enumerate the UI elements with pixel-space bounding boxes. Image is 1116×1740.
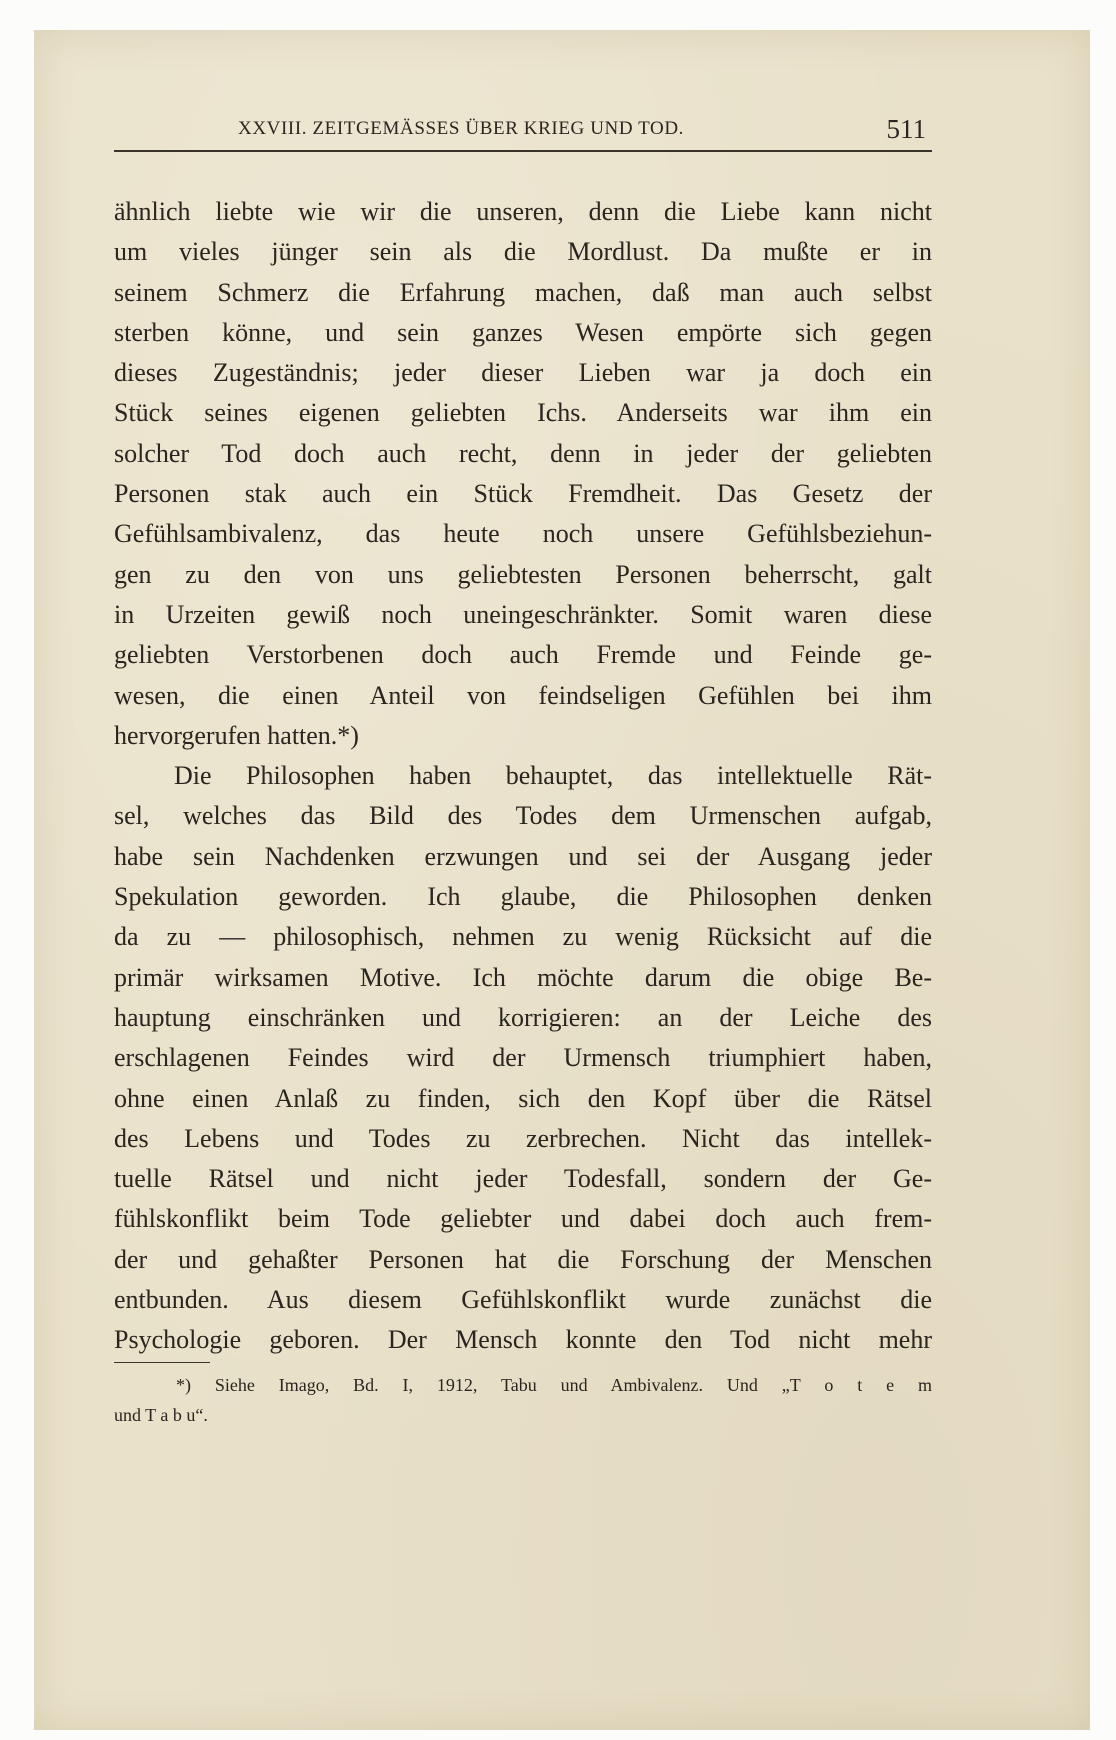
text-line: tuelle Rätsel und nicht jeder Todesfall, sondern der Ge- — [114, 1164, 932, 1194]
text-line: gen zu den von uns geliebtesten Personen beherrscht, galt — [114, 559, 932, 589]
text-line: erschlagenen Feindes wird der Urmensch triumphiert haben, — [114, 1043, 932, 1073]
header-rule — [114, 150, 932, 152]
text-line: sel, welches das Bild des Todes dem Urmenschen aufgab, — [114, 801, 932, 831]
text-line: geliebten Verstorbenen doch auch Fremde und Feinde ge- — [114, 640, 932, 670]
running-head — [114, 112, 932, 146]
text-line: dieses Zugeständnis; jeder dieser Lieben war ja doch ein — [114, 358, 932, 388]
paragraph-start-line: Die Philosophen haben behauptet, das intellektuelle Rät- — [174, 761, 932, 791]
footnote-line: und T a b u“. — [114, 1405, 208, 1425]
text-line: Stück seines eigenen geliebten Ichs. Anderseits war ihm ein — [114, 398, 932, 428]
text-line: seinem Schmerz die Erfahrung machen, daß man auch selbst — [114, 277, 932, 307]
text-line: der und gehaßter Personen hat die Forschung der Menschen — [114, 1244, 932, 1274]
text-line: sterben könne, und sein ganzes Wesen empörte sich gegen — [114, 317, 932, 347]
body-text — [114, 192, 932, 1361]
text-line: Personen stak auch ein Stück Fremdheit. Das Gesetz der — [114, 479, 932, 509]
text-line: ähnlich liebte wie wir die unseren, denn die Liebe kann nicht — [114, 197, 932, 226]
text-line: ohne einen Anlaß zu finden, sich den Kopf über die Rätsel — [114, 1083, 932, 1113]
chapter-title: XXVIII. ZEITGEMÄSSES ÜBER KRIEG UND TOD. — [238, 118, 685, 139]
footnote-rule — [114, 1362, 210, 1363]
paragraph-end-line: hervorgerufen hatten.*) — [114, 720, 359, 750]
page-number: 511 — [886, 114, 926, 144]
text-line: hauptung einschränken und korrigieren: an der Leiche des — [114, 1002, 932, 1032]
footnote-line: *) Siehe Imago, Bd. I, 1912, Tabu und Ambivalenz. Und „T o t e m — [176, 1375, 932, 1395]
text-line: wesen, die einen Anteil von feindseligen Gefühlen bei ihm — [114, 680, 932, 710]
text-line: Gefühlsambivalenz, das heute noch unsere Gefühlsbeziehun- — [114, 519, 932, 549]
text-line: entbunden. Aus diesem Gefühlskonflikt wurde zunächst die — [114, 1285, 932, 1315]
text-line: Spekulation geworden. Ich glaube, die Philosophen denken — [114, 882, 932, 912]
footnote — [114, 1370, 932, 1430]
text-line: primär wirksamen Motive. Ich möchte darum die obige Be- — [114, 962, 932, 992]
text-line: fühlskonflikt beim Tode geliebter und dabei doch auch frem- — [114, 1204, 932, 1234]
text-line: um vieles jünger sein als die Mordlust. Da mußte er in — [114, 237, 932, 267]
text-line: habe sein Nachdenken erzwungen und sei der Ausgang jeder — [114, 841, 932, 871]
text-line: da zu — philosophisch, nehmen zu wenig Rücksicht auf die — [114, 922, 932, 952]
text-line: Psychologie geboren. Der Mensch konnte den Tod nicht mehr — [114, 1325, 932, 1355]
text-line: des Lebens und Todes zu zerbrechen. Nicht das intellek- — [114, 1123, 932, 1153]
text-line: in Urzeiten gewiß noch uneingeschränkter. Somit waren diese — [114, 599, 932, 629]
text-line: solcher Tod doch auch recht, denn in jeder der geliebten — [114, 438, 932, 468]
